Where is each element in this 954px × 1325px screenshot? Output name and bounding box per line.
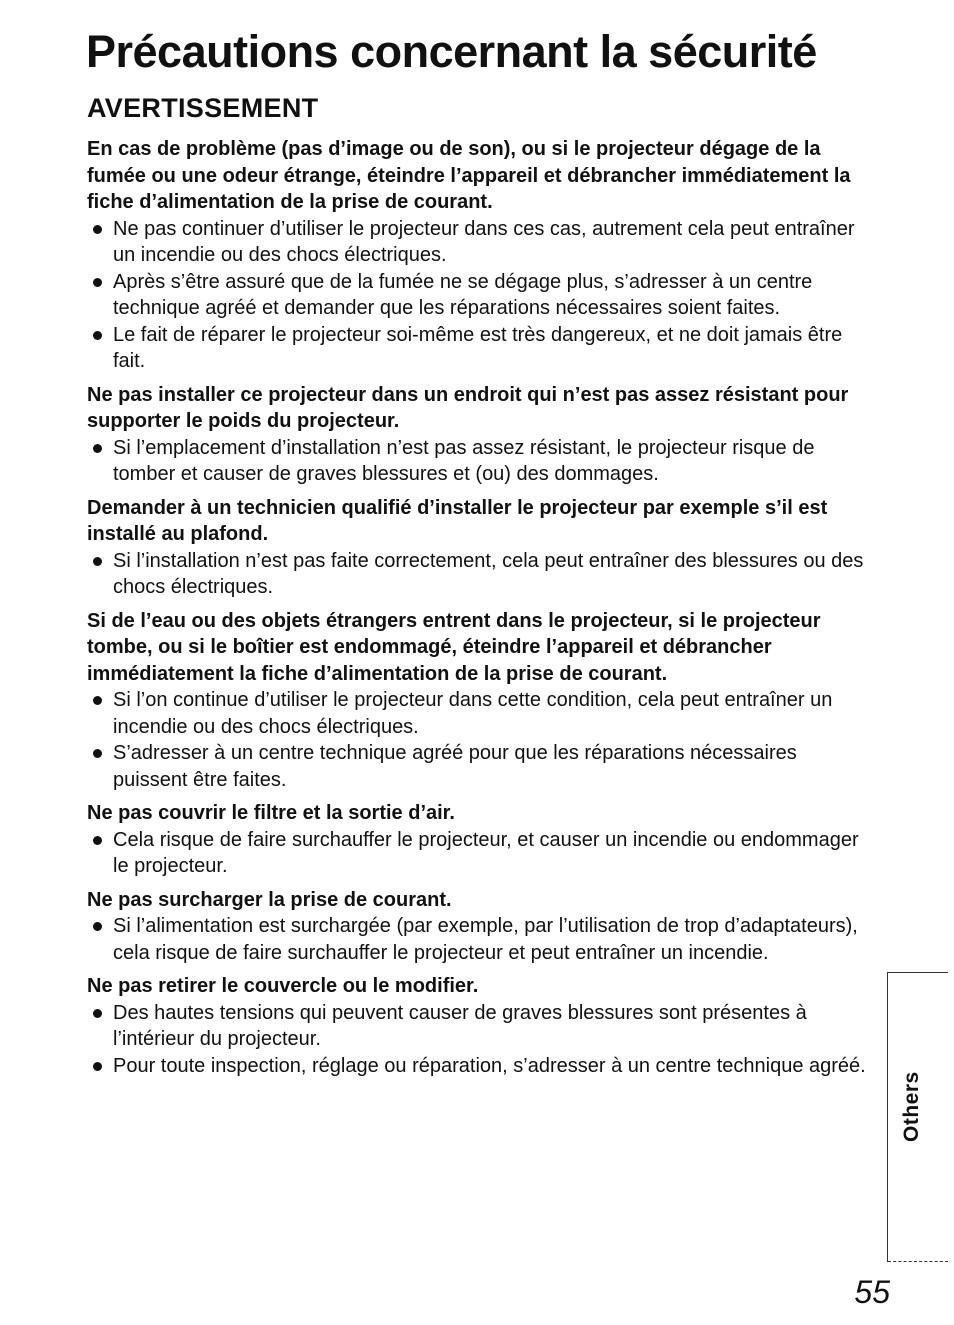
- warning-section-power-outlet: [87, 887, 887, 967]
- section-heading: Ne pas installer ce projecteur dans un endroit qui n’est pas assez résistant pour supporter le poids du projecteur.: [87, 383, 849, 432]
- warning-section-qualified-technician: [87, 495, 887, 601]
- bullet-item: Si l’alimentation est surchargée (par exemple, par l’utilisation de trop d’adaptateurs), cela risque de faire surchauffer le projecteur et peut entraîner un incendie.: [87, 913, 887, 966]
- section-heading: Ne pas couvrir le filtre et la sortie d’air.: [87, 802, 455, 824]
- bullet-item: Si l’on continue d’utiliser le projecteur dans cette condition, cela peut entraîner un incendie ou des chocs électriques.: [87, 687, 887, 740]
- bullet-item: Pour toute inspection, réglage ou réparation, s’adresser à un centre technique agréé.: [87, 1053, 887, 1080]
- warning-section-installation-location: [87, 382, 887, 488]
- bullet-item: Ne pas continuer d’utiliser le projecteur dans ces cas, autrement cela peut entraîner un incendie ou des chocs électriques.: [87, 216, 887, 269]
- warning-section-cover: [87, 973, 887, 1079]
- bullet-item: Si l’emplacement d’installation n’est pas assez résistant, le projecteur risque de tomber et causer de graves blessures et (ou) des dommages.: [87, 435, 887, 488]
- tab-top-rule: [888, 972, 948, 973]
- bullet-list: [87, 687, 887, 793]
- bullet-list: [87, 913, 887, 966]
- bullet-item: Après s’être assuré que de la fumée ne se dégage plus, s’adresser à un centre technique agréé et demander que les réparations nécessaires soient faites.: [87, 269, 887, 322]
- bullet-list: [87, 827, 887, 880]
- tab-bottom-rule: [888, 1261, 948, 1262]
- side-section-tab: [887, 972, 948, 1262]
- bullet-list: [87, 548, 887, 601]
- bullet-list: [87, 216, 887, 375]
- section-heading: Si de l’eau ou des objets étrangers entrent dans le projecteur, si le projecteur tombe, ou si le boîtier est endommagé, éteindre l’appareil et débrancher immédiatement la fiche d’alimentation de la prise de courant.: [87, 609, 821, 685]
- warning-section-air-filter: [87, 800, 887, 880]
- section-heading: Ne pas retirer le couvercle ou le modifier.: [87, 975, 479, 997]
- bullet-item: Le fait de réparer le projecteur soi-même est très dangereux, et ne doit jamais être fait.: [87, 322, 887, 375]
- bullet-item: Des hautes tensions qui peuvent causer de graves blessures sont présentes à l’intérieur du projecteur.: [87, 1000, 887, 1053]
- page-number: 55: [854, 1274, 890, 1310]
- warning-section-smoke: [87, 136, 887, 375]
- bullet-list: [87, 435, 887, 488]
- side-tab-label: Others: [900, 1071, 923, 1142]
- section-heading: Demander à un technicien qualifié d’installer le projecteur par exemple s’il est installé au plafond.: [87, 496, 828, 545]
- bullet-item: S’adresser à un centre technique agréé pour que les réparations nécessaires puissent être faites.: [87, 740, 887, 793]
- warning-subtitle: AVERTISSEMENT: [87, 93, 319, 123]
- bullet-list: [87, 1000, 887, 1080]
- section-heading: Ne pas surcharger la prise de courant.: [87, 888, 452, 911]
- warning-section-water-foreign-objects: [87, 608, 887, 794]
- warnings-content: [87, 136, 887, 1086]
- bullet-item: Cela risque de faire surchauffer le projecteur, et causer un incendie ou endommager le projecteur.: [87, 827, 887, 880]
- bullet-item: Si l’installation n’est pas faite correctement, cela peut entraîner des blessures ou des chocs électriques.: [87, 548, 887, 601]
- section-heading: En cas de problème (pas d’image ou de son), ou si le projecteur dégage de la fumée ou une odeur étrange, éteindre l’appareil et débrancher immédiatement la fiche d’alimentation de la prise de courant.: [87, 138, 851, 213]
- page-title: Précautions concernant la sécurité: [86, 26, 817, 77]
